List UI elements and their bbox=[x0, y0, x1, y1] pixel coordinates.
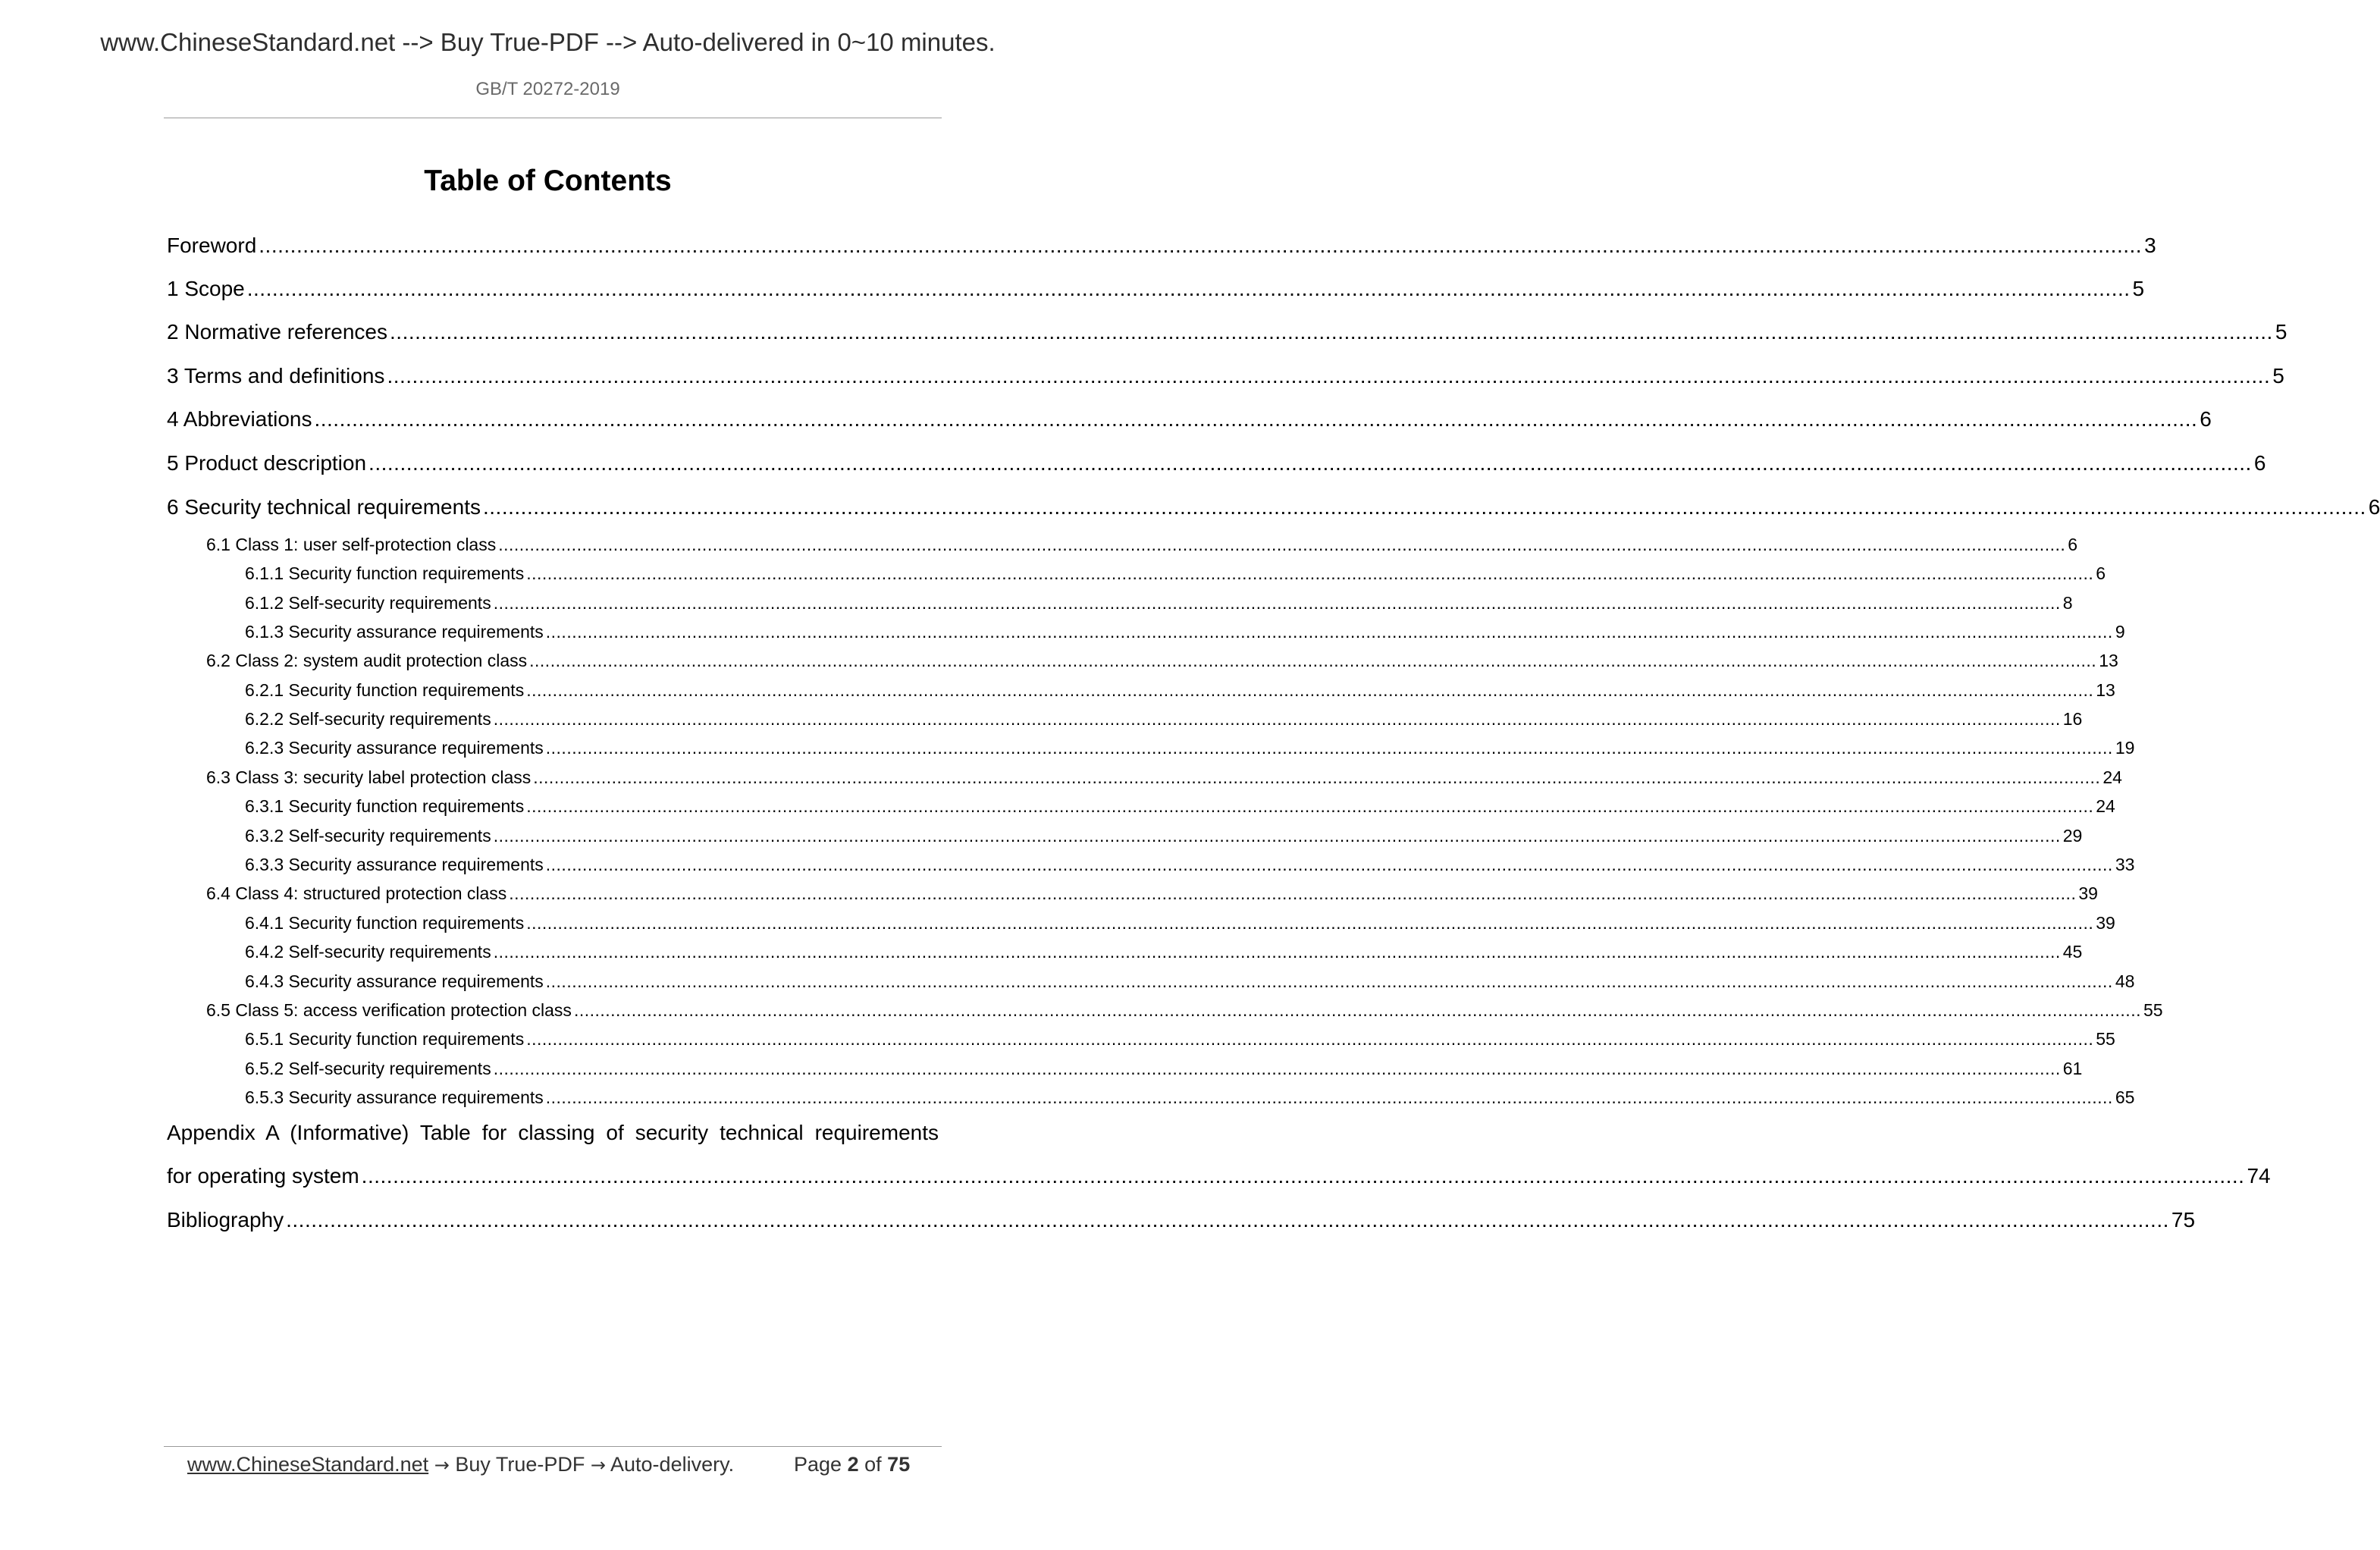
toc-entry-page: 55 bbox=[2143, 1000, 2163, 1020]
toc-entry-label: 3 Terms and definitions bbox=[167, 364, 385, 388]
toc-entry-page: 3 bbox=[2144, 234, 2156, 257]
footer-divider bbox=[164, 1446, 942, 1447]
toc-entry-page: 24 bbox=[2102, 767, 2122, 787]
header-banner: www.ChineseStandard.net --> Buy True-PDF --> Auto-delivered in 0~10 minutes. bbox=[100, 28, 996, 56]
toc-entry-label: 6.3.2 Self-security requirements bbox=[245, 826, 491, 846]
toc-entry-page: 9 bbox=[2115, 622, 2125, 642]
page-word: Page bbox=[794, 1453, 842, 1476]
toc-entry-page: 75 bbox=[2171, 1208, 2196, 1232]
toc-entry-label: 6.2.1 Security function requirements bbox=[245, 680, 525, 700]
dot-leader: ............................................................................................................................................................................................................................................................................................................ bbox=[526, 913, 2094, 933]
dot-leader: ............................................................................................................................................................................................................................................................................................................ bbox=[545, 738, 2113, 758]
dot-leader: ............................................................................................................................................................................................................................................................................................................ bbox=[545, 622, 2113, 642]
toc-entry-label: 6.1 Class 1: user self-protection class bbox=[206, 535, 497, 554]
toc-entry-page: 8 bbox=[2062, 593, 2073, 613]
dot-leader: ............................................................................................................................................................................................................................................................................................................ bbox=[545, 971, 2113, 991]
toc-entry-6-2-3[interactable] bbox=[245, 736, 2135, 759]
dot-leader: ............................................................................................................................................................................................................................................................................................................ bbox=[526, 680, 2094, 700]
page-current: 2 bbox=[847, 1453, 859, 1476]
toc-entry-page: 6 bbox=[2200, 407, 2212, 431]
dot-leader: ............................................................................................................................................................................................................................................................................................................ bbox=[545, 1087, 2113, 1107]
toc-entry-6-1-1[interactable] bbox=[245, 562, 2106, 585]
right-arrow-icon: → bbox=[434, 1454, 450, 1476]
toc-entry-page: 6 bbox=[2368, 495, 2380, 519]
toc-entry-6-4-3[interactable] bbox=[245, 970, 2135, 993]
toc-entry-label: 5 Product description bbox=[167, 451, 367, 475]
footer-text-buy: Buy True-PDF bbox=[455, 1453, 585, 1476]
toc-entry-label: 1 Scope bbox=[167, 277, 245, 300]
dot-leader: ............................................................................................................................................................................................................................................................................................................ bbox=[573, 1000, 2141, 1020]
toc-entry-page: 48 bbox=[2115, 971, 2135, 991]
dot-leader: ............................................................................................................................................................................................................................................................................................................ bbox=[493, 709, 2061, 729]
toc-entry-page: 5 bbox=[2272, 364, 2284, 388]
toc-entry-terms-and-definitions[interactable] bbox=[167, 362, 2284, 390]
toc-entry-label: for operating system bbox=[167, 1164, 359, 1188]
toc-entry-normative-references[interactable] bbox=[167, 318, 2287, 346]
toc-entry-page: 5 bbox=[2132, 277, 2145, 300]
dot-leader: ............................................................................................................................................................................................................................................................................................................ bbox=[526, 563, 2094, 583]
toc-entry-label: Bibliography bbox=[167, 1208, 284, 1232]
toc-entry-page: 39 bbox=[2096, 913, 2115, 933]
toc-entry-6-1[interactable] bbox=[206, 533, 2078, 556]
dot-leader: ............................................................................................................................................................................................................................................................................................................ bbox=[259, 234, 2143, 257]
toc-entry-page: 6 bbox=[2096, 563, 2106, 583]
toc-entry-label: 6.4.2 Self-security requirements bbox=[245, 942, 491, 962]
toc-entry-6-3-2[interactable] bbox=[245, 824, 2083, 847]
toc-entry-6-3-1[interactable] bbox=[245, 795, 2115, 817]
toc-entry-6-4-1[interactable] bbox=[245, 911, 2115, 934]
right-arrow-icon: → bbox=[590, 1454, 606, 1476]
toc-entry-label: 6.5 Class 5: access verification protection class bbox=[206, 1000, 572, 1020]
toc-entry-label: 2 Normative references bbox=[167, 320, 388, 344]
toc-entry-bibliography[interactable] bbox=[167, 1206, 2196, 1234]
toc-entry-page: 65 bbox=[2115, 1087, 2135, 1107]
toc-entry-6-3-3[interactable] bbox=[245, 853, 2135, 876]
toc-entry-scope[interactable] bbox=[167, 275, 2145, 303]
dot-leader: ............................................................................................................................................................................................................................................................................................................ bbox=[368, 451, 2252, 475]
dot-leader: ............................................................................................................................................................................................................................................................................................................ bbox=[493, 826, 2061, 846]
dot-leader: ............................................................................................................................................................................................................................................................................................................ bbox=[526, 1029, 2094, 1049]
toc-entry-label: 6.5.3 Security assurance requirements bbox=[245, 1087, 544, 1107]
toc-entry-appendix-a[interactable]: Appendix A (Informative) Table for classing of security technical requirements bbox=[167, 1121, 939, 1144]
toc-entry-page: 6 bbox=[2253, 451, 2266, 475]
toc-entry-page: 29 bbox=[2062, 826, 2083, 846]
toc-entry-6-4[interactable] bbox=[206, 882, 2098, 905]
toc-entry-page: 45 bbox=[2062, 942, 2083, 962]
footer-site-link[interactable]: www.ChineseStandard.net bbox=[187, 1453, 429, 1476]
dot-leader: ............................................................................................................................................................................................................................................................................................................ bbox=[526, 796, 2094, 816]
toc-entry-page: 13 bbox=[2096, 680, 2115, 700]
dot-leader: ............................................................................................................................................................................................................................................................................................................ bbox=[509, 883, 2077, 903]
toc-entry-6-1-2[interactable] bbox=[245, 591, 2073, 614]
toc-entry-label: 6.4.1 Security function requirements bbox=[245, 913, 525, 933]
toc-entry-label: 6.3.1 Security function requirements bbox=[245, 796, 525, 816]
dot-leader: ............................................................................................................................................................................................................................................................................................................ bbox=[390, 320, 2273, 344]
toc-entry-6-5-3[interactable] bbox=[245, 1086, 2135, 1109]
toc-entry-label: 6.1.1 Security function requirements bbox=[245, 563, 525, 583]
dot-leader: ............................................................................................................................................................................................................................................................................................................ bbox=[314, 407, 2198, 431]
dot-leader: ............................................................................................................................................................................................................................................................................................................ bbox=[387, 364, 2271, 388]
dot-leader: ............................................................................................................................................................................................................................................................................................................ bbox=[529, 651, 2097, 670]
toc-entry-page: 61 bbox=[2062, 1059, 2083, 1078]
dot-leader: ............................................................................................................................................................................................................................................................................................................ bbox=[361, 1164, 2245, 1188]
page-total: 75 bbox=[887, 1453, 911, 1476]
toc-entry-page: 19 bbox=[2115, 738, 2135, 758]
toc-entry-page: 16 bbox=[2062, 709, 2083, 729]
dot-leader: ............................................................................................................................................................................................................................................................................................................ bbox=[493, 1059, 2061, 1078]
footer-text-delivery: Auto-delivery. bbox=[610, 1453, 735, 1476]
toc-entry-page: 5 bbox=[2275, 320, 2287, 344]
toc-entry-page: 74 bbox=[2247, 1164, 2271, 1188]
toc-entry-6-5[interactable] bbox=[206, 999, 2163, 1021]
toc-entry-page: 33 bbox=[2115, 855, 2135, 874]
dot-leader: ............................................................................................................................................................................................................................................................................................................ bbox=[246, 277, 2131, 300]
toc-entry-label: 6.5.2 Self-security requirements bbox=[245, 1059, 491, 1078]
toc-entry-label: 6.3 Class 3: security label protection class bbox=[206, 767, 532, 787]
toc-entry-label: 6.1.3 Security assurance requirements bbox=[245, 622, 544, 642]
toc-entry-6-2-1[interactable] bbox=[245, 679, 2115, 701]
toc-entry-label: 6.4 Class 4: structured protection class bbox=[206, 883, 507, 903]
toc-entry-page: 39 bbox=[2078, 883, 2098, 903]
toc-entry-6-2[interactable] bbox=[206, 649, 2118, 672]
toc-entry-label: Foreword bbox=[167, 234, 257, 257]
toc-entry-6-2-2[interactable] bbox=[245, 708, 2083, 730]
dot-leader: ............................................................................................................................................................................................................................................................................................................ bbox=[482, 495, 2366, 519]
toc-entry-label: 6.5.1 Security function requirements bbox=[245, 1029, 525, 1049]
toc-entry-label: 6.2.3 Security assurance requirements bbox=[245, 738, 544, 758]
toc-entry-label: 6 Security technical requirements bbox=[167, 495, 481, 519]
toc-entry-6-4-2[interactable] bbox=[245, 940, 2083, 963]
document-id: GB/T 20272-2019 bbox=[475, 79, 620, 99]
toc-entry-6-3[interactable] bbox=[206, 766, 2122, 789]
dot-leader: ............................................................................................................................................................................................................................................................................................................ bbox=[533, 767, 2101, 787]
dot-leader: ............................................................................................................................................................................................................................................................................................................ bbox=[286, 1208, 2169, 1232]
dot-leader: ............................................................................................................................................................................................................................................................................................................ bbox=[498, 535, 2066, 554]
toc-entry-foreword[interactable] bbox=[167, 232, 2156, 259]
toc-entry-label: 4 Abbreviations bbox=[167, 407, 312, 431]
toc-entry-label: 6.2 Class 2: system audit protection class bbox=[206, 651, 528, 670]
of-word: of bbox=[864, 1453, 882, 1476]
toc-entry-product-description[interactable] bbox=[167, 450, 2266, 477]
toc-entry-security-technical-requirements[interactable] bbox=[167, 494, 2380, 521]
toc-entry-page: 13 bbox=[2099, 651, 2118, 670]
toc-entry-page: 6 bbox=[2068, 535, 2078, 554]
dot-leader: ............................................................................................................................................................................................................................................................................................................ bbox=[493, 593, 2061, 613]
toc-entry-abbreviations[interactable] bbox=[167, 406, 2212, 433]
toc-entry-6-5-2[interactable] bbox=[245, 1057, 2083, 1080]
footer-promo bbox=[187, 1451, 734, 1479]
toc-entry-label: 6.1.2 Self-security requirements bbox=[245, 593, 491, 613]
toc-entry-appendix-a-continued[interactable] bbox=[167, 1162, 2271, 1190]
toc-entry-page: 55 bbox=[2096, 1029, 2115, 1049]
toc-entry-6-1-3[interactable] bbox=[245, 620, 2125, 643]
toc-entry-label: 6.3.3 Security assurance requirements bbox=[245, 855, 544, 874]
toc-entry-label: 6.2.2 Self-security requirements bbox=[245, 709, 491, 729]
page-number bbox=[794, 1451, 910, 1478]
dot-leader: ............................................................................................................................................................................................................................................................................................................ bbox=[493, 942, 2061, 962]
dot-leader: ............................................................................................................................................................................................................................................................................................................ bbox=[545, 855, 2113, 874]
page-title: Table of Contents bbox=[424, 165, 672, 197]
toc-entry-6-5-1[interactable] bbox=[245, 1028, 2115, 1050]
toc-entry-page: 24 bbox=[2096, 796, 2115, 816]
toc-entry-label: 6.4.3 Security assurance requirements bbox=[245, 971, 544, 991]
page-footer bbox=[0, 1451, 1096, 1478]
